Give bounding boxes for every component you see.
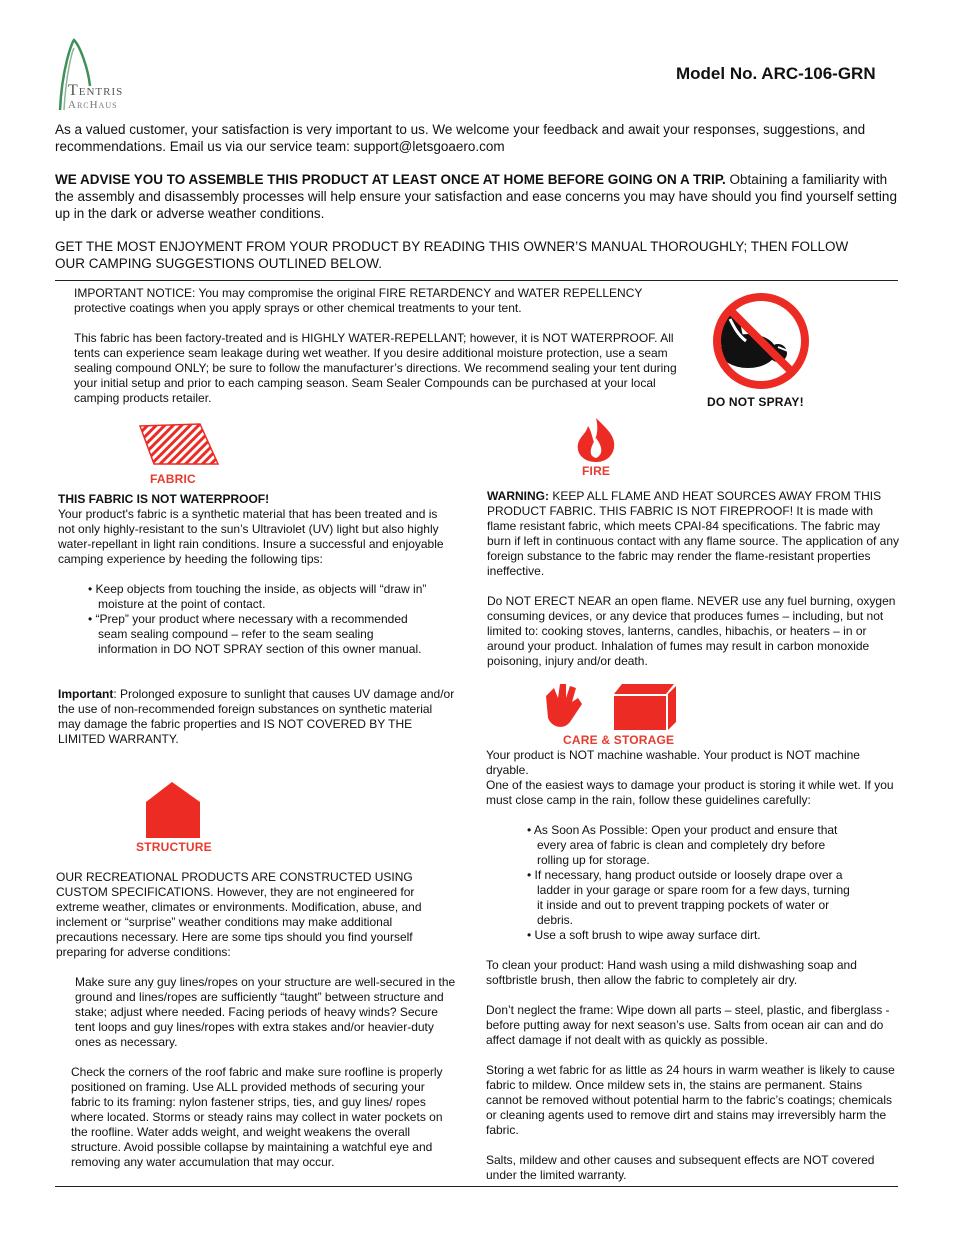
notice-paragraph-1: IMPORTANT NOTICE: You may compromise the original FIRE RETARDENCY and WATER REPELLENCY protective coatings when you apply sprays or other chemical treatments to your tent. — [74, 286, 643, 315]
fabric-important — [58, 687, 458, 747]
fire-warning-bold: WARNING: — [487, 489, 549, 503]
fabric-body: Your product's fabric is a synthetic material that has been treated and is not only highly-resistant to the sun’s Ultraviolet (UV) light but also highly water-repellant in light rain conditions. Insure a successful and enjoyable camping experience by heeding the following tips: — [58, 507, 444, 566]
fire-section-icon — [570, 416, 630, 482]
list-item: • As Soon As Possible: Open your product and ensure that every area of fabric is clean and completely dry before rolling up for storage. — [527, 823, 838, 867]
brand-name-bottom: ArcHaus — [68, 99, 118, 111]
list-item: • “Prep” your product where necessary with a recommended seam sealing compound – refer to the seam sealing information in DO NOT SPRAY section of this owner manual. — [88, 612, 422, 656]
hand-box-icon — [540, 682, 680, 732]
structure-paragraph-3: Check the corners of the roof fabric and make sure roofline is properly positioned on framing. Use ALL provided methods of securing your fabric to its framing: nylon fastener strips, ties, and guy lines/ ropes where located. Storms or steady rains may collect in water pockets on the roofline. Water adds weight, and weight weakens the overall structure. Avoid possible collapse by maintaining a watchful eye and removing any water accumulation that may occur. — [71, 1065, 443, 1169]
do-not-spray-badge — [704, 291, 818, 415]
care-paragraph-3: To clean your product: Hand wash using a mild dishwashing soap and softbristle brush, then allow the fabric to completely air dry. — [486, 958, 857, 987]
care-paragraph-5: Storing a wet fabric for as little as 24 hours in warm weather is likely to cause fabric to mildew. Once mildew sets in, the stains are permanent. Stains cannot be removed without potential harm to the fabric’s coatings; chemicals or cleaning agents used to remove dirt and stains may irreversibly harm the fabric. — [486, 1063, 895, 1137]
list-item: • If necessary, hang product outside or loosely drape over a ladder in your garage or spare room for a few days, turning it inside and out to prevent trapping pockets of water or debris. — [527, 868, 850, 927]
fabric-section-icon — [134, 420, 224, 490]
list-item: • Use a soft brush to wipe away surface dirt. — [527, 928, 761, 942]
intro-paragraph-1: As a valued customer, your satisfaction is very important to us. We welcome your feedback and await your responses, suggestions, and recommendations. Email us via our service team: support@letsgoaero.com — [55, 122, 866, 154]
intro-paragraph-2-bold: WE ADVISE YOU TO ASSEMBLE THIS PRODUCT AT LEAST ONCE AT HOME BEFORE GOING ON A TRIP. — [55, 172, 726, 187]
care-paragraph-6: Salts, mildew and other causes and subsequent effects are NOT covered under the limited warranty. — [486, 1153, 875, 1182]
care-storage-icon-label: CARE & STORAGE — [563, 733, 675, 747]
fire-warning-rest: KEEP ALL FLAME AND HEAT SOURCES AWAY FROM THIS PRODUCT FABRIC. THIS FABRIC IS NOT FIREPROOF! It is made with flame resistant fabric, which meets CPAI-84 specifications. The fabric may burn if left in continuous contact with any flame source. The application of any foreign substance to the fabric may render the flame-resistant properties ineffective. — [487, 489, 900, 578]
care-paragraph-1: Your product is NOT machine washable. Your product is NOT machine dryable. — [486, 748, 860, 777]
care-paragraph-4: Don’t neglect the frame: Wipe down all parts – steel, plastic, and fiberglass - before putting away for next season’s use. Salts from ocean air can and do affect damage if not dealt with as quickly as possible. — [486, 1003, 890, 1047]
fire-warning — [487, 489, 902, 579]
structure-icon-label: STRUCTURE — [136, 840, 212, 854]
model-number: Model No. ARC-106-GRN — [676, 64, 876, 83]
top-divider — [55, 280, 898, 281]
intro-paragraph-3: GET THE MOST ENJOYMENT FROM YOUR PRODUCT BY READING THIS OWNER’S MANUAL THOROUGHLY; THEN FOLLOW OUR CAMPING SUGGESTIONS OUTLINED BELOW. — [55, 239, 849, 271]
brand-name-top: Tentris — [68, 82, 124, 99]
brand-logo — [52, 38, 152, 114]
structure-paragraph-2: Make sure any guy lines/ropes on your structure are well-secured in the ground and lines/ropes are sufficiently “taught” between structure and stake; adjust where needed. Facing periods of heavy winds? Secure tent loops and guy lines/ropes with extra stakes and/or heavier-duty ones as necessary. — [75, 975, 456, 1049]
no-skunk-icon — [704, 291, 818, 391]
flame-icon — [570, 416, 630, 462]
care-bullet-list — [527, 823, 857, 943]
do-not-spray-label: DO NOT SPRAY! — [707, 395, 804, 409]
care-paragraph-2: One of the easiest ways to damage your product is storing it while wet. If you must close camp in the rain, follow these guidelines carefully: — [486, 778, 894, 807]
fire-paragraph-2: Do NOT ERECT NEAR an open flame. NEVER use any fuel burning, oxygen consuming devices, or any device that produces fumes – including, but not limited to: cooking stoves, lanterns, candles, hibachis, or heaters – in or around your product. Inhalation of fumes may result in carbon monoxide poisoning, injury and/or death. — [487, 594, 896, 668]
care-storage-section-icon — [540, 682, 680, 748]
fabric-icon — [134, 420, 224, 468]
intro-paragraph-2 — [55, 171, 900, 222]
fire-icon-label: FIRE — [582, 464, 611, 478]
list-item: • Keep objects from touching the inside, as objects will “draw in” moisture at the point of contact. — [88, 582, 427, 611]
structure-section-icon — [134, 780, 214, 856]
structure-paragraph-1: OUR RECREATIONAL PRODUCTS ARE CONSTRUCTED USING CUSTOM SPECIFICATIONS. However, they are not engineered for extreme weather, climates or environments. Modification, abuse, and inclement or “surprise” weather conditions may make additional precautions necessary. Here are some tips should you find yourself preparing for adverse conditions: — [56, 870, 422, 959]
notice-paragraph-2: This fabric has been factory-treated and is HIGHLY WATER-REPELLANT; however, it is NOT WATERPROOF. All tents can experience seam leakage during wet weather. If you desire additional moisture protection, use a seam sealing compound ONLY; be sure to follow the manufacturer’s directions. We recommend sealing your tent during your initial setup and prior to each camping season. Seam Sealer Compounds can be purchased at your local camping products retailer. — [74, 331, 677, 405]
fabric-important-bold: Important — [58, 687, 114, 701]
intro-paragraph-2-rest: Obtaining a familiarity with the assembly and disassembly processes will help ensure your satisfaction and ease concerns you may have should you find yourself setting up in the dark or adverse weather conditions. — [55, 172, 897, 221]
fabric-heading: THIS FABRIC IS NOT WATERPROOF! — [58, 492, 270, 506]
bottom-divider — [55, 1186, 898, 1187]
fabric-bullet-list — [88, 582, 433, 657]
fabric-icon-label: FABRIC — [150, 472, 196, 486]
fabric-important-rest: : Prolonged exposure to sunlight that causes UV damage and/or the use of non-recommended foreign substances on synthetic material may damage the fabric properties and IS NOT COVERED BY THE LIMITED WARRANTY. — [58, 687, 455, 746]
house-icon — [134, 780, 214, 840]
